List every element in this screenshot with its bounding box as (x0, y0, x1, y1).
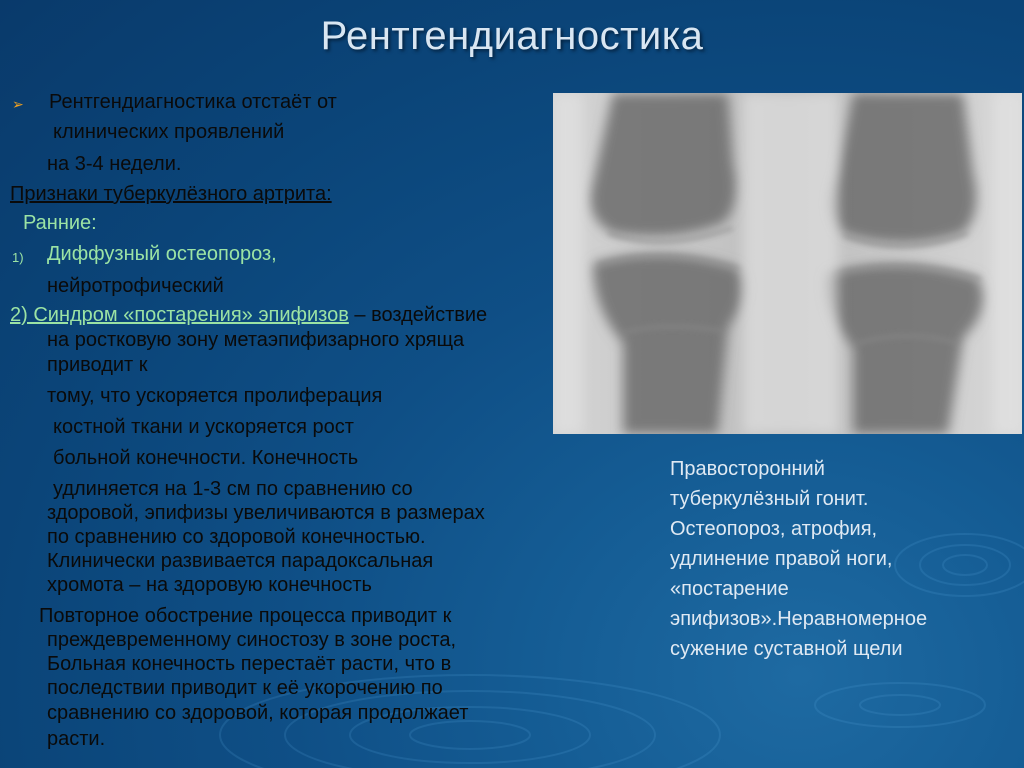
caption-line: сужение суставной щели (670, 638, 903, 660)
list-number-1: 1) (12, 250, 24, 265)
text-line: приводит к (47, 354, 148, 376)
text-line: расти. (47, 728, 106, 750)
knee-xray-image (553, 93, 1022, 434)
caption-line: Правосторонний (670, 458, 825, 480)
text-line: нейротрофический (47, 275, 224, 297)
syndrome-term: 2) Синдром «постарения» эпифизов (10, 304, 349, 326)
caption-line: «постарение (670, 578, 789, 600)
text-line: Диффузный остеопороз, (47, 243, 277, 265)
text-line: преждевременному синостозу в зоне роста, (47, 629, 457, 651)
xray-caption (670, 454, 1015, 664)
caption-line: туберкулёзный гонит. (670, 488, 869, 510)
text-line: по сравнению со здоровой конечностью. (47, 526, 426, 548)
syndrome-line (10, 304, 487, 327)
text-line: костной ткани и ускоряется рост (53, 416, 354, 438)
text-line: на ростковую зону метаэпифизарного хряща (47, 329, 465, 351)
caption-line: удлинение правой ноги, (670, 548, 893, 570)
xray-drawing (553, 93, 1022, 434)
text-line: здоровой, эпифизы увеличиваются в размерах (47, 502, 485, 524)
caption-line: эпифизов».Неравномерное (670, 608, 928, 630)
text-line: Рентгендиагностика отстаёт от (49, 91, 337, 113)
text-line: Повторное обострение процесса приводит к (39, 605, 452, 627)
text-line: хромота – на здоровую конечность (47, 574, 372, 596)
text-line: Больная конечность перестаёт расти, что в (47, 653, 452, 675)
slide-title: Рентгендиагностика (320, 14, 704, 58)
text-line: последствии приводит к её укорочению по (47, 677, 443, 699)
section-heading: Признаки туберкулёзного артрита: (10, 183, 332, 205)
text-line: сравнению со здоровой, которая продолжает (47, 702, 469, 724)
text-line: Клинически развивается парадоксальная (47, 550, 434, 572)
arrow-bullet-icon: ➢ (12, 96, 24, 112)
text-line: тому, что ускоряется пролиферация (47, 385, 383, 407)
text-line: клинических проявлений (53, 121, 285, 143)
subheading-early: Ранние: (23, 212, 97, 234)
text-line: удлиняется на 1-3 см по сравнению со (53, 478, 413, 500)
text-fragment: – воздействие (348, 304, 488, 326)
text-line: на 3-4 недели. (47, 153, 182, 175)
caption-line: Остеопороз, атрофия, (670, 518, 878, 540)
text-line: больной конечности. Конечность (53, 447, 359, 469)
